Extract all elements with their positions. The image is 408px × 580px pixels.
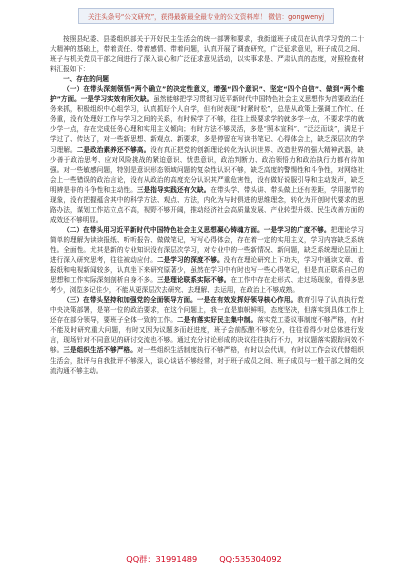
subsection-3-point-2-title: 二是有落实好民主集中制。: [176, 316, 258, 325]
section-heading-problems: 一、存在的问题: [63, 75, 109, 84]
subsection-1-point-1-title: 一是学习实效有所欠缺。: [80, 95, 154, 104]
subsection-1-point-2-text: 没有真正把党的创新理论转化为认识世界、改造世界的强大精神武器，缺少善于政治思考、应对风险挑战的紧迫意识、忧患意识，政治判断力、政治领悟力和政治执行力都有待加强。对一些敏感问题，特别是意识形态领域问题的复杂性认识不够，缺乏高度的警惕性和斗争性，对网络社会上一些错误的政治言论，没有从政治的高度充分认识其严重危害性，没有做好说服引导和主动发声，缺乏明辨是非的斗争性和主动性。: [50, 145, 364, 194]
subsection-3-point-3-title: 三是组织生活不够严格。: [63, 346, 137, 355]
subsection-1-point-3-text: 在带头学、带头讲、带头做上还有差距，学用脱节的现象，没有把握蕴含其中的科学方法、观点、方法，内化为与时俱进的思维理念，转化为开创时代要求的思路办法，谋划工作站立点不高，视野不够开阔，推动经济社会高质量发展、产业转型升级、民生改善方面的成效还不够明显。: [50, 185, 364, 224]
subsection-3-point-3-text: 对一些组织生活制度执行不够严格，有时以会代训，有时以工作会议代替组织生活会，批评与自我批评不够深入，谈心谈话不够经常，对于班子成员之间、班子成员与一般干部之间的交流沟通不够主动。: [50, 346, 364, 375]
document-body: [50, 34, 364, 376]
subsection-2-point-1-text: 把理论学习简单的理解为读读报纸、听听报告、做做笔记，写写心得体会，存在着一定的实用主义，学习内容缺乏系统性。全面性。尤其是新的专业知识没有深层次学习，对专业中的一些新情况、新问题，缺乏系统理论层面上进行深入研究思考，往往被动应付。: [50, 225, 364, 265]
subsection-3-point-1-text: 教育引导了认真执行党中央决策部署，是第一位的政治要求，在这个问题上，我一直是旗帜鲜明，态度坚决，但落实到具体工作上还存在部分领导，要班子全体一致的工作。: [50, 296, 364, 325]
subsection-3: [50, 295, 364, 375]
qq-number-text: QQ:535304092: [219, 554, 282, 564]
contact-footer: [0, 554, 408, 565]
subsection-2-lead: （二）在带头用习近平新时代中国特色社会主义思想凝心铸魂方面。: [63, 225, 264, 234]
subsection-2-point-1-title: 一是学习的广度不够。: [263, 225, 331, 234]
subsection-3-lead: （三）在带头坚持和加强党的全面领导方面。: [63, 296, 197, 305]
subsection-1-point-1-text: 虽然能够把学习贯彻习近平新时代中国特色社会主义思想作为首要政治任务来抓，积极组织中心组学习，认真抓好个人自学，但有时表现“时紧时松”，总是从政策上强调工作忙、任务重，没有处理好工作与学习之间的关系，有时候学了不够，往往上级要求学的就多学一点，不要求学的就少学一点，存在完成任务心理和实用主义倾向；有时方法不够灵活，多是“照本宣科”、“泛泛而谈”，满足于学过了、传达了，对一些新思想、新观点、新要求，多是停留在写读书笔记、心得体会上，缺乏深层次的学习理解。: [50, 95, 364, 154]
subsection-2-point-2-text: 没有在理论研究上下功夫，学习中通读文章、看报纸和电视新闻较多，认真坐下来研究原著少，虽然在学习中有时也写一些心得笔记，但是真正联系自己的思想和工作实际深刻剖析自身不多。: [50, 256, 364, 285]
subsection-1-lead: （一）在带头深刻领悟“两个确立”的决定性意义，增强“四个意识”、坚定“四个自信”、做到“两个维护”方面。: [50, 85, 364, 104]
subsection-2: [50, 225, 364, 295]
subsection-1-point-2-title: 二是政治素养还不够高。: [76, 145, 151, 154]
subsection-2-point-3-text: 在工作中存在走形式、走过场现象，看得多思考少，浏览多记住少，不能从更深层次去研究、去理解、去运用，在政治上不够成熟。: [50, 276, 364, 295]
subsection-2-point-2-title: 二是学习的深度不够。: [156, 256, 224, 265]
subsection-1-point-3-title: 三是指导实践还有欠缺。: [136, 185, 211, 194]
subsection-3-point-2-text: 落实党工委议事制度不够严格，有时不能及时研究重大问题，有时又因为议题多而赶进度，班子会前酝酿不够充分，往往看得少对总体进行发言，现场针对不同意见的研讨交流也不够。通过充分讨论形成的决议往往执行不力，对议题落实跟踪问效不够。: [50, 316, 364, 355]
intro-paragraph: 按照县纪委、县委组织部关于开好民主生活会的统一部署和要求，我街道班子成员在认真学习党的二十大精神的基础上，带着责任、带着感情、带着问题，认真开展了调查研究，广泛征求意见，班子成员之间、班子与机关党员干部之间进行了深入谈心和广泛征求意见活动，以实事求是、严肃认真的态度，对照检查材料汇报如下：: [50, 35, 364, 74]
qq-group-text: QQ群：31991489: [126, 554, 198, 564]
subsection-1: [50, 84, 364, 225]
subsection-2-point-3-title: 三是理论联系实际不够。: [156, 276, 231, 285]
top-banner: 关注头条号“公文研究”，获得最新最全最专业的公文资料库！ 微信：gongwenyj: [78, 8, 334, 24]
subsection-3-point-1-title: 一是在有效发挥好领导核心作用。: [196, 296, 298, 305]
